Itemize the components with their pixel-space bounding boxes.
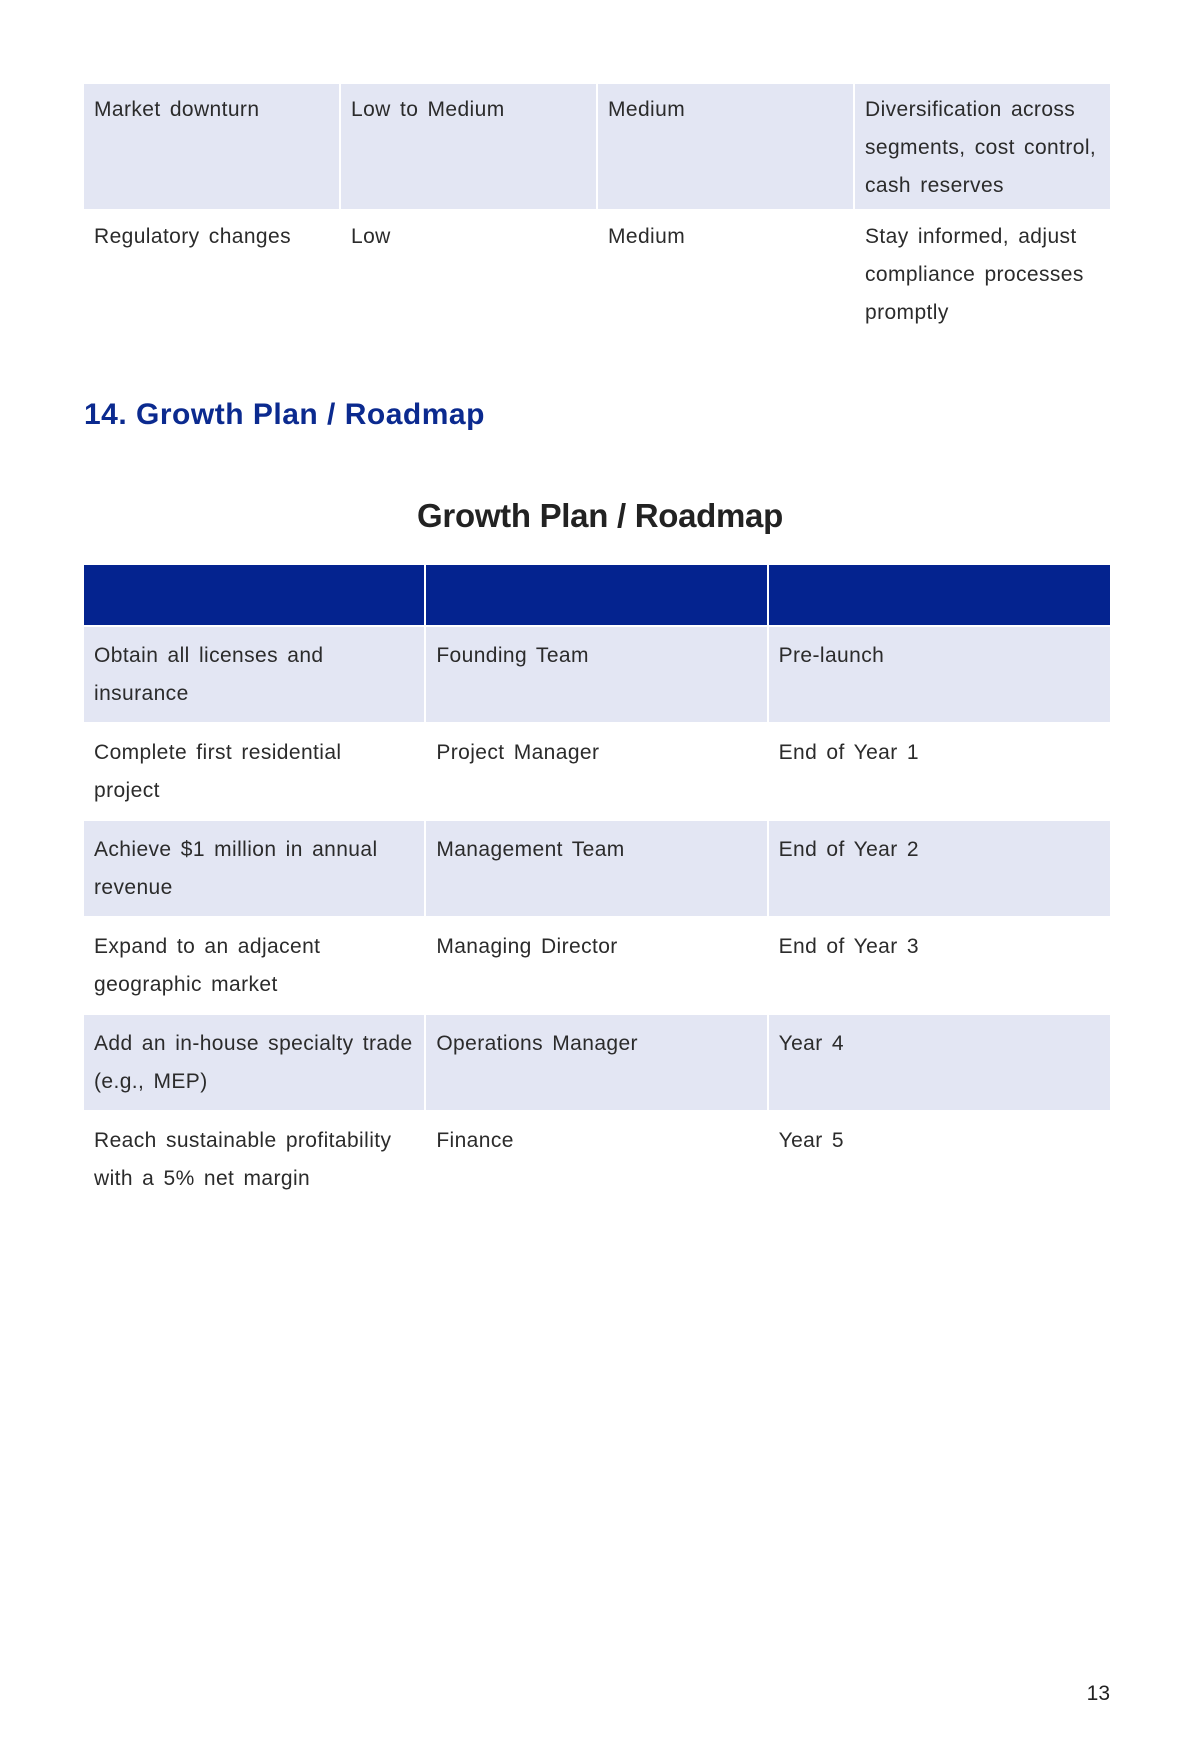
roadmap-table	[82, 563, 1112, 1209]
header-cell-milestone	[84, 565, 424, 625]
table-row	[84, 1015, 1110, 1110]
timeline-cell: Year 5	[769, 1112, 1110, 1207]
owner-cell: Managing Director	[426, 918, 766, 1013]
risk-cell: Market downturn	[84, 84, 339, 209]
timeline-cell: End of Year 1	[769, 724, 1110, 819]
owner-cell: Management Team	[426, 821, 766, 916]
risk-cell: Regulatory changes	[84, 211, 339, 339]
risk-table	[82, 82, 1112, 341]
milestone-cell: Add an in-house specialty trade (e.g., MEP)	[84, 1015, 424, 1110]
timeline-cell: End of Year 3	[769, 918, 1110, 1013]
owner-cell: Founding Team	[426, 627, 766, 722]
timeline-cell: End of Year 2	[769, 821, 1110, 916]
table-row	[84, 821, 1110, 916]
likelihood-cell: Low to Medium	[341, 84, 596, 209]
page-number: 13	[1086, 1682, 1110, 1705]
header-cell-owner	[426, 565, 766, 625]
table-row	[84, 1112, 1110, 1207]
owner-cell: Finance	[426, 1112, 766, 1207]
milestone-cell: Obtain all licenses and insurance	[84, 627, 424, 722]
owner-cell: Operations Manager	[426, 1015, 766, 1110]
milestone-cell: Reach sustainable profitability with a 5% net margin	[84, 1112, 424, 1207]
impact-cell: Medium	[598, 84, 853, 209]
likelihood-cell: Low	[341, 211, 596, 339]
table-row	[84, 627, 1110, 722]
mitigation-cell: Stay informed, adjust compliance processes promptly	[855, 211, 1110, 339]
owner-cell: Project Manager	[426, 724, 766, 819]
table-row	[84, 84, 1110, 209]
table-row	[84, 724, 1110, 819]
table-row	[84, 211, 1110, 339]
milestone-cell: Expand to an adjacent geographic market	[84, 918, 424, 1013]
mitigation-cell: Diversification across segments, cost control, cash reserves	[855, 84, 1110, 209]
timeline-cell: Pre-launch	[769, 627, 1110, 722]
impact-cell: Medium	[598, 211, 853, 339]
section-heading: 14. Growth Plan / Roadmap	[84, 398, 485, 431]
table-row	[84, 918, 1110, 1013]
header-cell-timeline	[769, 565, 1110, 625]
timeline-cell: Year 4	[769, 1015, 1110, 1110]
table-title: Growth Plan / Roadmap	[417, 497, 783, 534]
milestone-cell: Achieve $1 million in annual revenue	[84, 821, 424, 916]
table-header-row	[84, 565, 1110, 625]
milestone-cell: Complete first residential project	[84, 724, 424, 819]
